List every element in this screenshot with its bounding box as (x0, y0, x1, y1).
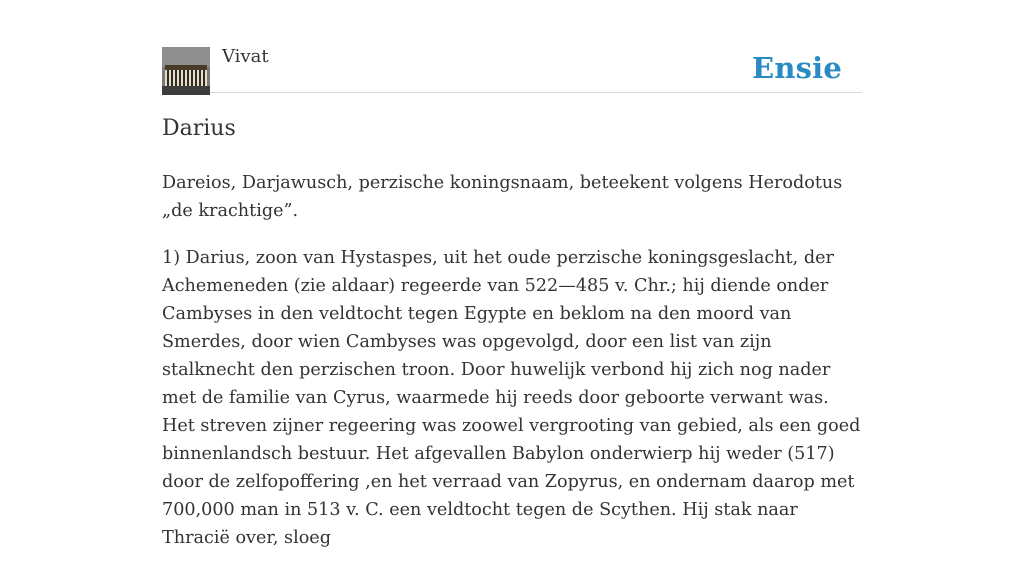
entry-title: Darius (162, 116, 236, 141)
author-avatar-image (162, 47, 210, 95)
entry-paragraph-intro: Dareios, Darjawusch, perzische koningsnaam, beteekent volgens Herodotus „de krachtige”. (162, 173, 843, 221)
ensie-logo-link[interactable]: Ensie (752, 51, 842, 85)
entry-paragraph-darius-1: 1) Darius, zoon van Hystaspes, uit het oude perzische koningsgeslacht, der Achemeneden (zie aldaar) regeerde van 522—485 v. Chr.; hij diende onder Cambyses in den veldtocht tegen Egypte en beklom na den moord van Smerdes, door wien Cambyses was opgevolgd, door een list van zijn stalknecht den perzischen troon. Door huwelijk verbond hij zich nog nader met de familie van Cyrus, waarmede hij reeds door geboorte verwant was. Het streven zijner regeering was zoowel vergrooting van gebied, als een goed binnenlandsch bestuur. Het afgevallen Babylon onderwierp hij weder (517) door de zelfopoffering ,en het verraad van Zopyrus, en ondernam daarop met 700,000 man in 513 v. C. een veldtocht tegen de Scythen. Hij stak naar Thracië over, sloeg (162, 248, 861, 548)
author-name-link[interactable]: Vivat (222, 46, 269, 67)
entry-body (162, 169, 862, 571)
author-avatar[interactable] (162, 47, 210, 95)
entry-page (162, 0, 862, 548)
entry-header (162, 0, 862, 93)
